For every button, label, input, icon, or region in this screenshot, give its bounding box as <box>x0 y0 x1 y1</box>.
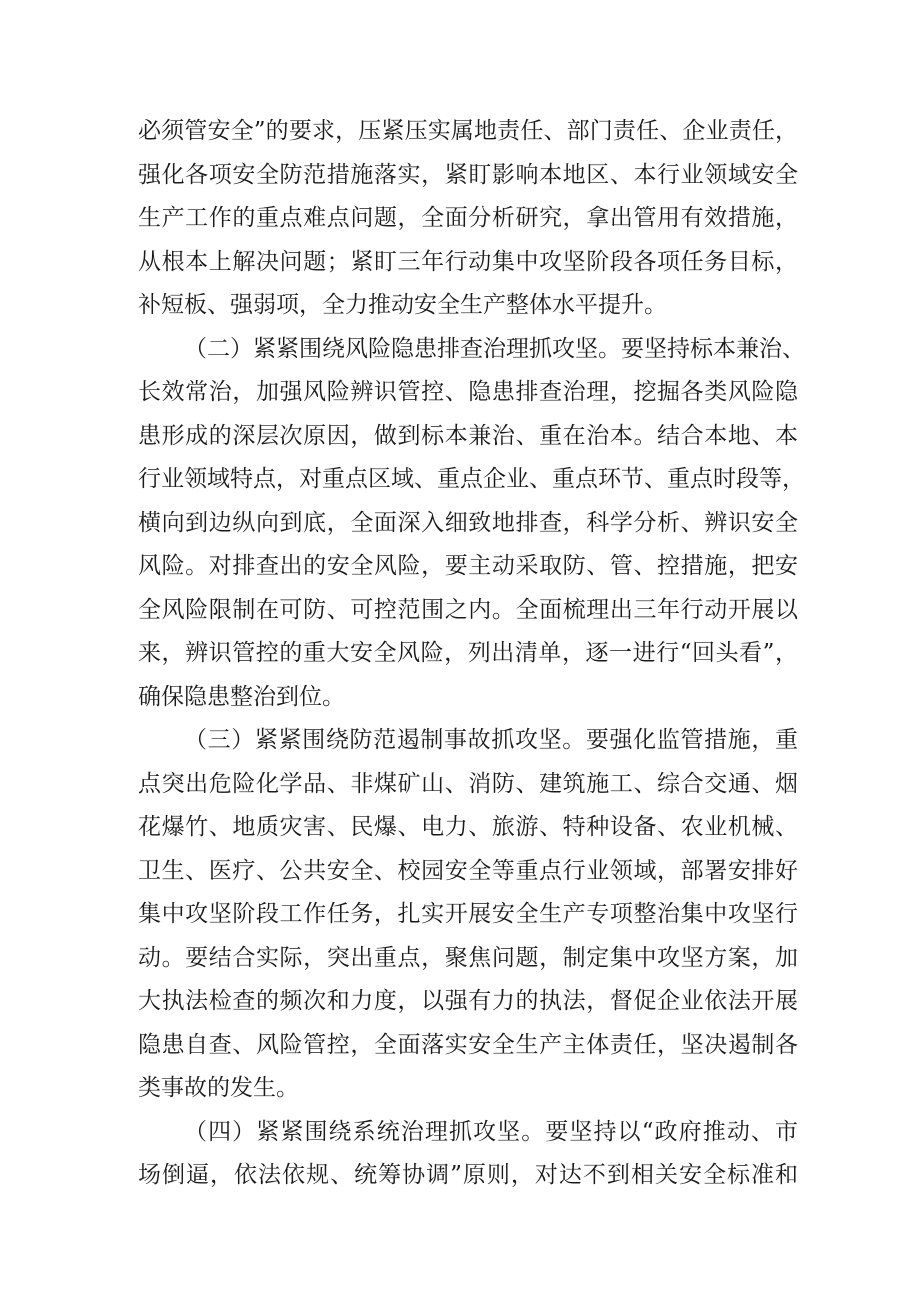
text-line: 场倒逼，依法依规、统筹协调”原则，对达不到相关安全标准和 <box>138 1162 798 1188</box>
paragraph <box>138 1111 798 1198</box>
text-line: 横向到边纵向到底，全面深入细致地排查，科学分析、辨识安全 <box>138 509 798 536</box>
text-line: 来，辨识管控的重大安全风险，列出清单，逐一进行“回头看”， <box>138 640 798 666</box>
text-line: 风险。对排查出的安全风险，要主动采取防、管、控措施，把安 <box>138 553 798 579</box>
paragraph <box>138 328 805 720</box>
text-line: 大执法检查的频次和力度，以强有力的执法，督促企业依法开展 <box>138 988 798 1014</box>
text-line: 从根本上解决问题；紧盯三年行动集中攻坚阶段各项任务目标， <box>138 248 798 275</box>
text-line: 全风险限制在可防、可控范围之内。全面梳理出三年行动开展以 <box>138 596 798 623</box>
text-line: 集中攻坚阶段工作任务，扎实开展安全生产专项整治集中攻坚行 <box>138 901 798 927</box>
text-line: 必须管安全”的要求，压紧压实属地责任、部门责任、企业责任， <box>138 118 798 144</box>
paragraph <box>138 719 798 1111</box>
text-line: 长效常治，加强风险辨识管控、隐患排查治理，挖掘各类风险隐 <box>138 379 798 405</box>
text-line: 点突出危险化学品、非煤矿山、消防、建筑施工、综合交通、烟 <box>138 770 798 797</box>
text-line: 类事故的发生。 <box>138 1075 299 1101</box>
text-line: 卫生、医疗、公共安全、校园安全等重点行业领域，部署安排好 <box>138 857 798 884</box>
text-line: 动。要结合实际，突出重点，聚焦问题，制定集中攻坚方案，加 <box>138 944 798 971</box>
text-line: 花爆竹、地质灾害、民爆、电力、旅游、特种设备、农业机械、 <box>138 814 798 840</box>
text-line: 患形成的深层次原因，做到标本兼治、重在治本。结合本地、本 <box>138 422 798 449</box>
text-line: 补短板、强弱项，全力推动安全生产整体水平提升。 <box>138 292 667 318</box>
paragraph-heading-line: （三）紧紧围绕防范遏制事故抓攻坚。要强化监管措施，重 <box>184 727 798 753</box>
text-line: 行业领域特点，对重点区域、重点企业、重点环节、重点时段等， <box>138 466 805 492</box>
text-line: 生产工作的重点难点问题，全面分析研究，拿出管用有效措施， <box>138 205 798 231</box>
text-line: 隐患自查、风险管控，全面落实安全生产主体责任，坚决遏制各 <box>138 1031 798 1058</box>
paragraph <box>138 110 798 328</box>
text-line: 强化各项安全防范措施落实，紧盯影响本地区、本行业领域安全 <box>138 161 798 188</box>
text-line: 确保隐患整治到位。 <box>138 683 345 710</box>
paragraph-heading-line: （二）紧紧围绕风险隐患排查治理抓攻坚。要坚持标本兼治、 <box>184 335 805 362</box>
document-body <box>138 110 805 1198</box>
paragraph-heading-line: （四）紧紧围绕系统治理抓攻坚。要坚持以“政府推动、市 <box>184 1118 798 1145</box>
